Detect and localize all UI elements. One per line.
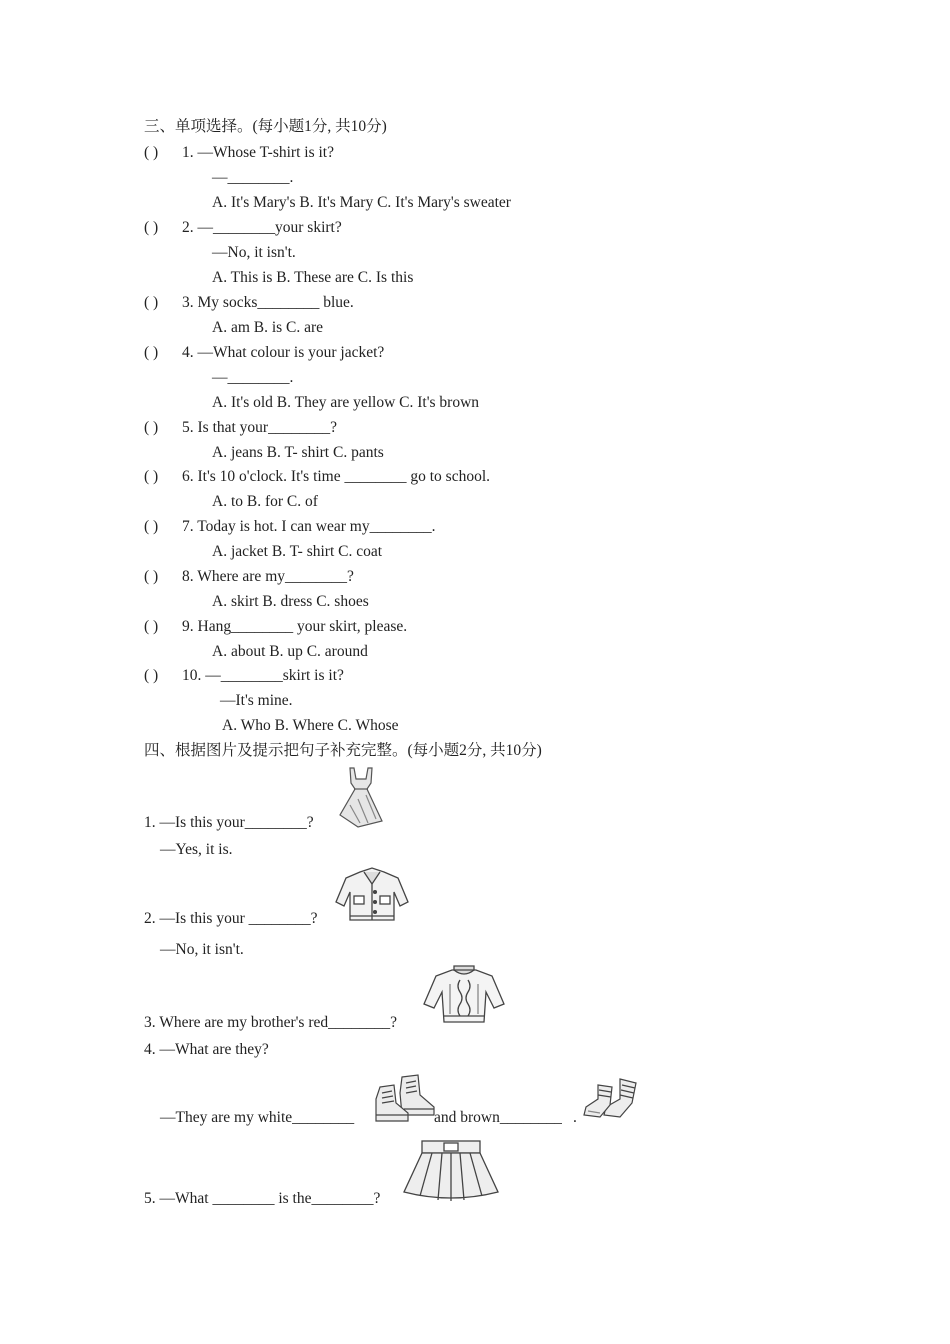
socks-picture (580, 1077, 640, 1121)
answer-line: —No, it isn't. (212, 244, 296, 261)
answer-parentheses[interactable]: ( ) (144, 144, 159, 161)
jacket-picture (334, 866, 410, 924)
question-options: A. It's old B. They are yellow C. It's brown (212, 394, 480, 411)
question-stem: 9. Hang________ your skirt, please. (182, 618, 408, 635)
section4-heading: 四、根据图片及提示把句子补充完整。(每小题2分, 共10分) (144, 742, 542, 759)
section3-heading: 三、单项选择。(每小题1分, 共10分) (144, 118, 387, 135)
answer-parentheses[interactable]: ( ) (144, 618, 159, 635)
question-options: A. Who B. Where C. Whose (222, 717, 399, 734)
fill-in-sentence: 2. —Is this your ________? (144, 910, 318, 927)
skirt-icon (402, 1138, 500, 1204)
answer-line: —It's mine. (220, 692, 293, 709)
fill-in-sentence: and brown________ (434, 1109, 562, 1126)
question-stem: 2. —________your skirt? (182, 219, 342, 236)
question-options: A. am B. is C. are (212, 319, 324, 336)
fill-in-sentence: —Yes, it is. (160, 841, 233, 858)
question-stem: 3. My socks________ blue. (182, 294, 354, 311)
sweater-picture (422, 964, 506, 1026)
dress-picture (330, 765, 392, 829)
question-stem: 4. —What colour is your jacket? (182, 344, 385, 361)
socks-icon (580, 1077, 640, 1121)
fill-in-sentence: 4. —What are they? (144, 1041, 269, 1058)
answer-parentheses[interactable]: ( ) (144, 468, 159, 485)
answer-parentheses[interactable]: ( ) (144, 344, 159, 361)
question-stem: 6. It's 10 o'clock. It's time ________ go to school. (182, 468, 491, 485)
answer-line: —________. (212, 169, 294, 186)
answer-line: —________. (212, 369, 294, 386)
answer-parentheses[interactable]: ( ) (144, 294, 159, 311)
question-stem: 7. Today is hot. I can wear my________. (182, 518, 436, 535)
answer-parentheses[interactable]: ( ) (144, 419, 159, 436)
sentence-period: . (573, 1109, 577, 1126)
dress-icon (330, 765, 392, 829)
answer-parentheses[interactable]: ( ) (144, 518, 159, 535)
shoes-picture (372, 1073, 436, 1125)
shoes-icon (372, 1073, 436, 1125)
question-stem: 1. —Whose T-shirt is it? (182, 144, 334, 161)
jacket-icon (334, 866, 410, 924)
fill-in-sentence: 3. Where are my brother's red________? (144, 1014, 398, 1031)
question-options: A. skirt B. dress C. shoes (212, 593, 369, 610)
question-options: A. jacket B. T- shirt C. coat (212, 543, 383, 560)
sweater-icon (422, 964, 506, 1026)
fill-in-sentence: —They are my white________ (160, 1109, 355, 1126)
answer-parentheses[interactable]: ( ) (144, 667, 159, 684)
skirt-picture (402, 1138, 500, 1204)
question-stem: 10. —________skirt is it? (182, 667, 344, 684)
question-options: A. about B. up C. around (212, 643, 368, 660)
question-stem: 8. Where are my________? (182, 568, 354, 585)
question-options: A. jeans B. T- shirt C. pants (212, 444, 384, 461)
fill-in-sentence: —No, it isn't. (160, 941, 244, 958)
fill-in-sentence: 5. —What ________ is the________? (144, 1190, 381, 1207)
question-options: A. to B. for C. of (212, 493, 318, 510)
fill-in-sentence: 1. —Is this your________? (144, 814, 314, 831)
question-options: A. This is B. These are C. Is this (212, 269, 414, 286)
answer-parentheses[interactable]: ( ) (144, 568, 159, 585)
question-stem: 5. Is that your________? (182, 419, 337, 436)
answer-parentheses[interactable]: ( ) (144, 219, 159, 236)
question-options: A. It's Mary's B. It's Mary C. It's Mary's sweater (212, 194, 511, 211)
